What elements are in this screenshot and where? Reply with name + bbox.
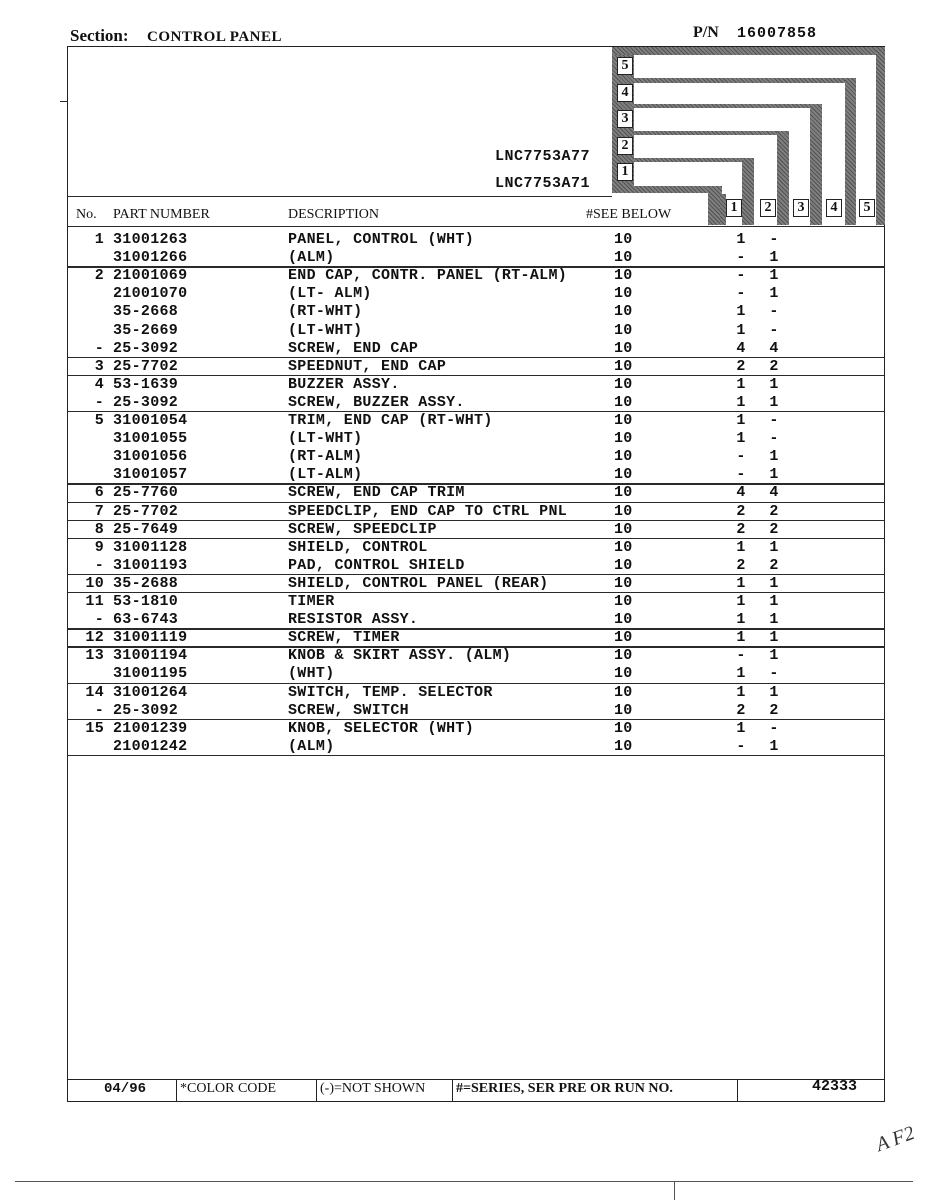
qty-series-1: - — [736, 647, 746, 665]
col-header-description: DESCRIPTION — [288, 207, 380, 222]
description: SCREW, END CAP TRIM — [288, 484, 465, 502]
row-divider — [67, 628, 885, 629]
item-number: 5 — [94, 412, 104, 429]
qty-series-1: - — [736, 737, 746, 755]
qty-series-1: 1 — [736, 321, 746, 339]
part-number: 25-3092 — [113, 339, 179, 357]
part-number: 21001239 — [113, 719, 188, 737]
item-number: 13 — [85, 647, 104, 665]
description: PANEL, CONTROL (WHT) — [288, 231, 475, 248]
part-number: 25-3092 — [113, 393, 179, 411]
part-number: 31001193 — [113, 556, 188, 574]
qty-series-1: 1 — [736, 683, 746, 701]
series-col-5: 5 — [859, 199, 875, 217]
see-below-code: 10 — [614, 611, 633, 629]
col-header-see-below: #SEE BELOW — [586, 207, 672, 222]
see-below-code: 10 — [614, 285, 633, 303]
see-below-code: 10 — [614, 357, 633, 375]
qty-series-2: 1 — [769, 466, 779, 484]
footer-number: 42333 — [812, 1078, 858, 1095]
qty-series-2: - — [769, 665, 779, 683]
model-number-2: LNC7753A71 — [495, 175, 591, 192]
page-bottom-line — [15, 1181, 913, 1182]
qty-series-1: 1 — [736, 719, 746, 737]
row-divider — [67, 483, 885, 484]
part-number: 25-7649 — [113, 520, 179, 538]
description: SWITCH, TEMP. SELECTOR — [288, 683, 493, 701]
part-number: 31001263 — [113, 231, 188, 248]
part-number: 25-7760 — [113, 484, 179, 502]
description: PAD, CONTROL SHIELD — [288, 556, 465, 574]
part-number: 25-7702 — [113, 502, 179, 520]
qty-series-1: 1 — [736, 593, 746, 610]
qty-series-1: - — [736, 249, 746, 267]
item-number: 4 — [94, 375, 104, 393]
qty-series-2: 1 — [769, 647, 779, 665]
part-number: 21001242 — [113, 737, 188, 755]
part-number: 35-2668 — [113, 303, 179, 321]
description: KNOB & SKIRT ASSY. (ALM) — [288, 647, 512, 665]
series-col-1: 1 — [726, 199, 742, 217]
qty-series-2: 2 — [769, 502, 779, 520]
description: SCREW, SPEEDCLIP — [288, 520, 437, 538]
handwritten-note: A F2 — [873, 1122, 918, 1157]
part-number-label: P/N — [693, 24, 719, 41]
qty-series-1: 2 — [736, 357, 746, 375]
see-below-code: 10 — [614, 321, 633, 339]
description: SHIELD, CONTROL — [288, 538, 428, 556]
part-number-value: 16007858 — [737, 25, 818, 42]
qty-series-2: 1 — [769, 629, 779, 647]
qty-series-2: - — [769, 719, 779, 737]
column-header-rule — [67, 226, 885, 227]
item-number: 9 — [94, 538, 104, 556]
series-col-4: 4 — [826, 199, 842, 217]
item-number: 10 — [85, 574, 104, 592]
series-col-2: 2 — [760, 199, 776, 217]
part-number: 31001194 — [113, 647, 188, 665]
description: SHIELD, CONTROL PANEL (REAR) — [288, 574, 549, 592]
see-below-code: 10 — [614, 647, 633, 665]
item-number: 1 — [94, 231, 104, 248]
qty-series-2: 1 — [769, 249, 779, 267]
see-below-code: 10 — [614, 737, 633, 755]
qty-series-1: 1 — [736, 303, 746, 321]
item-number: - — [94, 339, 104, 357]
qty-series-2: 1 — [769, 375, 779, 393]
see-below-code: 10 — [614, 520, 633, 538]
row-divider — [67, 592, 885, 593]
col-header-no: No. — [76, 207, 97, 222]
item-number: 15 — [85, 719, 104, 737]
item-number: 3 — [94, 357, 104, 375]
row-divider — [67, 719, 885, 720]
description: TIMER — [288, 593, 335, 610]
see-below-code: 10 — [614, 629, 633, 647]
qty-series-2: 4 — [769, 339, 779, 357]
description: (LT- ALM) — [288, 285, 372, 303]
row-divider — [67, 755, 885, 756]
see-below-code: 10 — [614, 448, 633, 466]
qty-series-1: 1 — [736, 629, 746, 647]
part-number: 25-7702 — [113, 357, 179, 375]
qty-series-1: 1 — [736, 231, 746, 248]
qty-series-1: 2 — [736, 520, 746, 538]
qty-series-1: 1 — [736, 375, 746, 393]
part-number: 35-2688 — [113, 574, 179, 592]
item-number: 14 — [85, 683, 104, 701]
part-number: 31001264 — [113, 683, 188, 701]
qty-series-2: 1 — [769, 448, 779, 466]
footer-date: 04/96 — [104, 1081, 147, 1097]
part-number: 35-2669 — [113, 321, 179, 339]
description: SPEEDCLIP, END CAP TO CTRL PNL — [288, 502, 568, 520]
description: SPEEDNUT, END CAP — [288, 357, 447, 375]
see-below-code: 10 — [614, 375, 633, 393]
qty-series-2: - — [769, 303, 779, 321]
description: BUZZER ASSY. — [288, 375, 400, 393]
description: (RT-WHT) — [288, 303, 363, 321]
description: SCREW, SWITCH — [288, 701, 409, 719]
qty-series-2: 1 — [769, 285, 779, 303]
row-divider — [67, 375, 885, 376]
description: (ALM) — [288, 249, 335, 267]
qty-series-1: - — [736, 285, 746, 303]
see-below-code: 10 — [614, 393, 633, 411]
qty-series-1: 4 — [736, 339, 746, 357]
qty-series-2: - — [769, 321, 779, 339]
see-below-code: 10 — [614, 412, 633, 429]
part-number: 21001070 — [113, 285, 188, 303]
see-below-code: 10 — [614, 593, 633, 610]
qty-series-2: 2 — [769, 520, 779, 538]
see-below-code: 10 — [614, 267, 633, 285]
part-number: 31001128 — [113, 538, 188, 556]
description: END CAP, CONTR. PANEL (RT-ALM) — [288, 267, 568, 285]
see-below-code: 10 — [614, 231, 633, 248]
item-number: 8 — [94, 520, 104, 538]
series-box-4: 4 — [617, 84, 633, 102]
part-number: 53-1810 — [113, 593, 179, 610]
qty-series-1: 2 — [736, 502, 746, 520]
qty-series-2: 2 — [769, 701, 779, 719]
qty-series-1: - — [736, 267, 746, 285]
description: (ALM) — [288, 737, 335, 755]
part-number: 25-3092 — [113, 701, 179, 719]
qty-series-2: 2 — [769, 556, 779, 574]
description: (LT-WHT) — [288, 321, 363, 339]
page-bottom-tick — [674, 1181, 675, 1200]
part-number: 53-1639 — [113, 375, 179, 393]
see-below-code: 10 — [614, 466, 633, 484]
part-number: 21001069 — [113, 267, 188, 285]
qty-series-2: 1 — [769, 593, 779, 610]
part-number: 31001055 — [113, 430, 188, 448]
description: (RT-ALM) — [288, 448, 363, 466]
row-divider — [67, 357, 885, 358]
part-number: 31001266 — [113, 249, 188, 267]
part-number: 63-6743 — [113, 611, 179, 629]
qty-series-1: 2 — [736, 701, 746, 719]
col-header-part-number: PART NUMBER — [113, 207, 210, 222]
see-below-code: 10 — [614, 683, 633, 701]
description: KNOB, SELECTOR (WHT) — [288, 719, 475, 737]
item-number: 11 — [85, 593, 104, 610]
see-below-code: 10 — [614, 502, 633, 520]
qty-series-2: - — [769, 430, 779, 448]
qty-series-2: 1 — [769, 574, 779, 592]
footer-color-code: *COLOR CODE — [180, 1081, 277, 1096]
qty-series-2: 1 — [769, 737, 779, 755]
qty-series-1: - — [736, 448, 746, 466]
qty-series-2: 2 — [769, 357, 779, 375]
qty-series-2: 1 — [769, 683, 779, 701]
section-label: Section: — [70, 26, 129, 45]
item-number: 6 — [94, 484, 104, 502]
see-below-code: 10 — [614, 665, 633, 683]
footer-not-shown: (-)=NOT SHOWN — [320, 1081, 426, 1096]
item-number: - — [94, 611, 104, 629]
part-number: 31001057 — [113, 466, 188, 484]
qty-series-2: 4 — [769, 484, 779, 502]
item-number: 12 — [85, 629, 104, 647]
qty-series-1: 1 — [736, 611, 746, 629]
description: RESISTOR ASSY. — [288, 611, 419, 629]
qty-series-2: 1 — [769, 611, 779, 629]
qty-series-2: 1 — [769, 267, 779, 285]
see-below-code: 10 — [614, 303, 633, 321]
see-below-code: 10 — [614, 556, 633, 574]
series-box-1: 1 — [617, 163, 633, 181]
qty-series-1: 1 — [736, 412, 746, 429]
qty-series-1: 4 — [736, 484, 746, 502]
description: SCREW, END CAP — [288, 339, 419, 357]
item-number: - — [94, 556, 104, 574]
qty-series-1: 1 — [736, 393, 746, 411]
item-number: 7 — [94, 502, 104, 520]
item-number: - — [94, 393, 104, 411]
see-below-code: 10 — [614, 538, 633, 556]
see-below-code: 10 — [614, 339, 633, 357]
series-box-5: 5 — [617, 57, 633, 75]
item-number: - — [94, 701, 104, 719]
see-below-code: 10 — [614, 484, 633, 502]
description: TRIM, END CAP (RT-WHT) — [288, 412, 493, 429]
header-divider — [67, 196, 612, 197]
qty-series-2: - — [769, 231, 779, 248]
see-below-code: 10 — [614, 430, 633, 448]
qty-series-2: - — [769, 412, 779, 429]
qty-series-2: 1 — [769, 538, 779, 556]
series-box-3: 3 — [617, 110, 633, 128]
part-number: 31001119 — [113, 629, 188, 647]
part-number: 31001056 — [113, 448, 188, 466]
see-below-code: 10 — [614, 719, 633, 737]
description: (LT-WHT) — [288, 430, 363, 448]
series-col-3: 3 — [793, 199, 809, 217]
qty-series-1: 1 — [736, 574, 746, 592]
footer-series-note: #=SERIES, SER PRE OR RUN NO. — [456, 1081, 673, 1096]
description: SCREW, BUZZER ASSY. — [288, 393, 465, 411]
description: SCREW, TIMER — [288, 629, 400, 647]
description: (LT-ALM) — [288, 466, 363, 484]
see-below-code: 10 — [614, 701, 633, 719]
model-number-1: LNC7753A77 — [495, 148, 591, 165]
part-number: 31001054 — [113, 412, 188, 429]
item-number: 2 — [94, 267, 104, 285]
row-divider — [67, 520, 885, 521]
qty-series-2: 1 — [769, 393, 779, 411]
description: (WHT) — [288, 665, 335, 683]
see-below-code: 10 — [614, 249, 633, 267]
row-divider — [67, 538, 885, 539]
qty-series-1: 1 — [736, 665, 746, 683]
qty-series-1: 1 — [736, 430, 746, 448]
qty-series-1: - — [736, 466, 746, 484]
qty-series-1: 2 — [736, 556, 746, 574]
part-number: 31001195 — [113, 665, 188, 683]
section-title: CONTROL PANEL — [147, 29, 282, 45]
series-box-2: 2 — [617, 137, 633, 155]
see-below-code: 10 — [614, 574, 633, 592]
qty-series-1: 1 — [736, 538, 746, 556]
